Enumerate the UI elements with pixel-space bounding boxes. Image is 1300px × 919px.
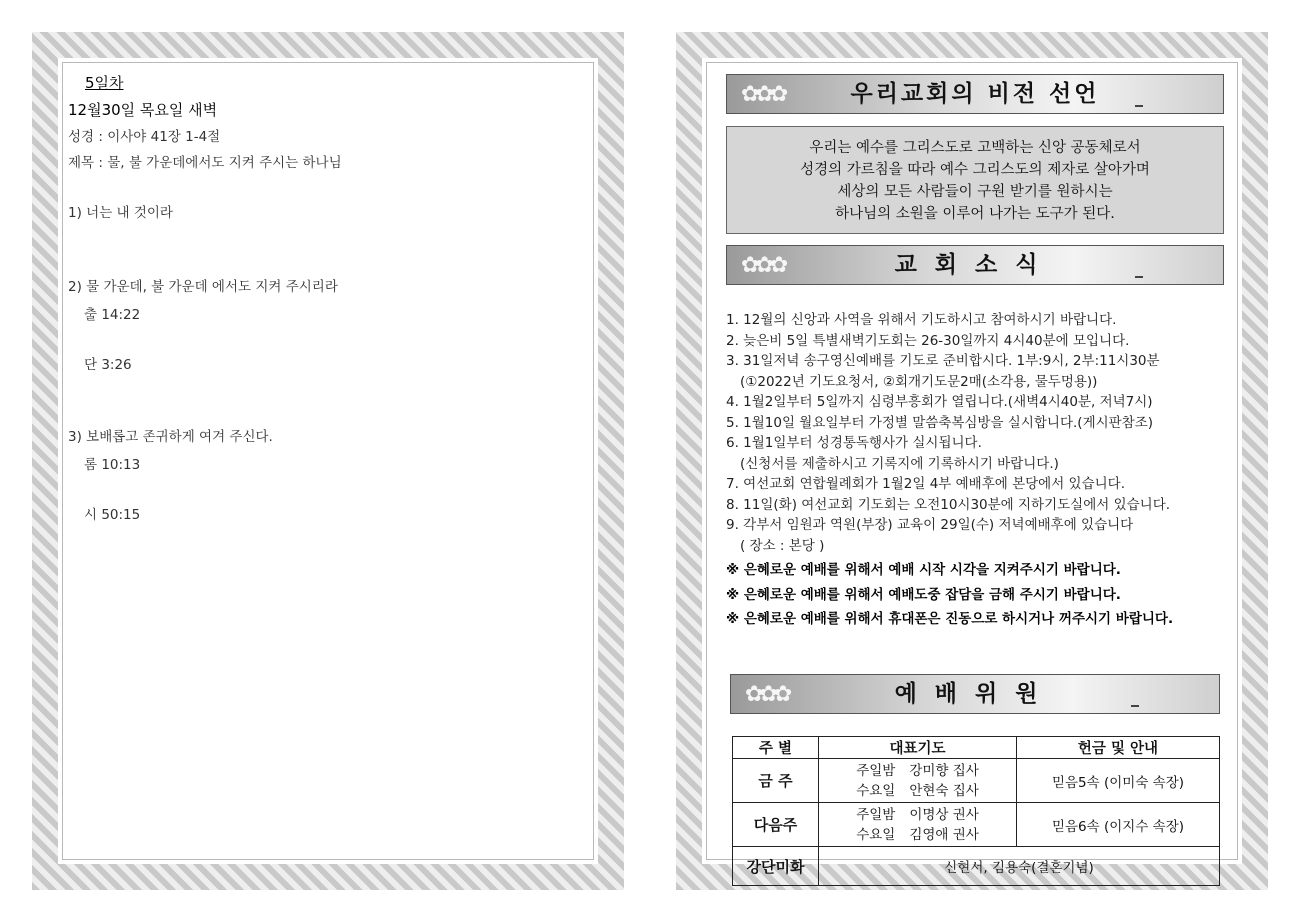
vision-line: 우리는 예수를 그리스도로 고백하는 신앙 공동체로서 xyxy=(809,140,1141,156)
sermon-point: 3) 보배롭고 존귀하게 여겨 주신다. xyxy=(68,429,273,445)
service-name: 수요일 xyxy=(856,826,896,843)
vision-line: 성경의 가르침을 따라 예수 그리스도의 제자로 살아가며 xyxy=(800,162,1150,178)
verse-reference: 출 14:22 xyxy=(84,307,141,323)
verse-reference: 시 50:15 xyxy=(84,507,141,523)
news-item: 9. 각부서 임원과 역원(부장) 교육이 29일(수) 저녁예배후에 있습니다 xyxy=(726,517,1134,533)
vision-line: 하나님의 소원을 이루어 나가는 도구가 된다. xyxy=(835,206,1115,222)
flower-icon: ✿✿✿ xyxy=(741,253,785,278)
column-header: 헌금 및 안내 xyxy=(1017,737,1220,759)
banner-dash xyxy=(1131,705,1139,707)
prayer-cell xyxy=(819,759,1017,803)
news-item: 8. 11일(화) 여선교회 기도회는 오전10시30분에 지하기도실에서 있습니다. xyxy=(726,496,1171,513)
right-page xyxy=(676,32,1268,890)
service-name: 주일밤 xyxy=(856,762,896,779)
flower-icon: ✿✿✿ xyxy=(745,682,789,707)
news-item: 6. 1월1일부터 성경통독행사가 실시됩니다. xyxy=(726,435,982,451)
banner-dash xyxy=(1135,105,1143,107)
news-item-detail: (①2022년 기도요청서, ②회개기도문2매(소각용, 물두멍용)) xyxy=(740,373,1098,390)
offering-cell: 믿음5속 (이미숙 속장) xyxy=(1017,759,1220,803)
news-item: 4. 1월2일부터 5일까지 심령부흥회가 열립니다.(새벽4시40분, 저녁7시) xyxy=(726,394,1153,410)
news-item-detail: (신청서를 제출하시고 기록지에 기록하시기 바랍니다.) xyxy=(740,455,1059,472)
news-item: 3. 31일저녁 송구영신예배를 기도로 준비합시다. 1부:9시, 2부:11시30분 xyxy=(726,353,1160,369)
vision-banner xyxy=(726,74,1224,114)
vision-line: 세상의 모든 사람들이 구원 받기를 원하시는 xyxy=(837,184,1113,200)
service-name: 주일밤 xyxy=(856,806,896,823)
prayer-person: 안현숙 집사 xyxy=(909,782,979,799)
altar-flower-label: 강단미화 xyxy=(733,847,819,886)
news-item-detail: ( 장소 : 본당 ) xyxy=(740,537,825,554)
week-cell: 다음주 xyxy=(733,803,819,847)
news-item: 5. 1월10일 월요일부터 가정별 말씀축복심방을 실시합니다.(게시판참조) xyxy=(726,414,1154,431)
sermon-notes xyxy=(68,72,588,523)
worship-staff-table xyxy=(732,736,1220,886)
offering-cell: 믿음6속 (이지수 속장) xyxy=(1017,803,1220,847)
table-row xyxy=(733,759,1220,803)
scripture-reference: 성경 : 이사야 41장 1-4절 xyxy=(68,129,221,145)
prayer-cell xyxy=(819,803,1017,847)
week-cell: 금 주 xyxy=(733,759,819,803)
column-header: 주 별 xyxy=(733,737,819,759)
worship-notice: ※ 은혜로운 예배를 위해서 휴대폰은 진동으로 하시거나 꺼주시기 바랍니다. xyxy=(726,611,1174,627)
banner-title: 예배위원 xyxy=(894,681,1056,707)
vision-statement xyxy=(726,126,1224,234)
table-row xyxy=(733,803,1220,847)
prayer-person: 강미향 집사 xyxy=(909,762,979,779)
prayer-person: 김영애 권사 xyxy=(909,826,979,843)
sermon-point: 1) 너는 내 것이라 xyxy=(68,205,173,221)
banner-dash xyxy=(1135,276,1143,278)
table-header-row xyxy=(733,737,1220,759)
sermon-point: 2) 물 가운데, 불 가운데 에서도 지켜 주시리라 xyxy=(68,279,338,295)
worship-notice: ※ 은혜로운 예배를 위해서 예배도중 잡담을 금해 주시기 바랍니다. xyxy=(726,586,1121,603)
banner-title: 교회소식 xyxy=(894,252,1056,278)
prayer-person: 이명상 권사 xyxy=(909,806,979,823)
news-item: 1. 12월의 신앙과 사역을 위해서 기도하시고 참여하시기 바랍니다. xyxy=(726,312,1117,328)
day-label: 5일차 xyxy=(85,74,124,92)
verse-reference: 단 3:26 xyxy=(84,357,132,373)
staff-banner xyxy=(730,674,1220,714)
news-item: 7. 여선교회 연합월례회가 1월2일 4부 예배후에 본당에서 있습니다. xyxy=(726,476,1126,492)
church-news-list xyxy=(726,310,1231,632)
banner-title: 우리교회의 비전 선언 xyxy=(850,81,1100,107)
altar-flower-value: 신현서, 김용숙(결혼기념) xyxy=(819,847,1220,886)
service-name: 수요일 xyxy=(856,782,896,799)
sermon-title: 제목 : 물, 불 가운데에서도 지켜 주시는 하나님 xyxy=(68,155,342,171)
news-item: 2. 늦은비 5일 특별새벽기도회는 26-30일까지 4시40분에 모입니다. xyxy=(726,332,1130,349)
worship-notice: ※ 은혜로운 예배를 위해서 예배 시작 시각을 지켜주시기 바랍니다. xyxy=(726,562,1121,578)
verse-reference: 롬 10:13 xyxy=(84,457,141,473)
news-banner xyxy=(726,245,1224,285)
service-date: 12월30일 목요일 새벽 xyxy=(68,101,218,119)
flower-icon: ✿✿✿ xyxy=(741,82,785,107)
column-header: 대표기도 xyxy=(819,737,1017,759)
table-row xyxy=(733,847,1220,886)
left-page xyxy=(32,32,624,890)
